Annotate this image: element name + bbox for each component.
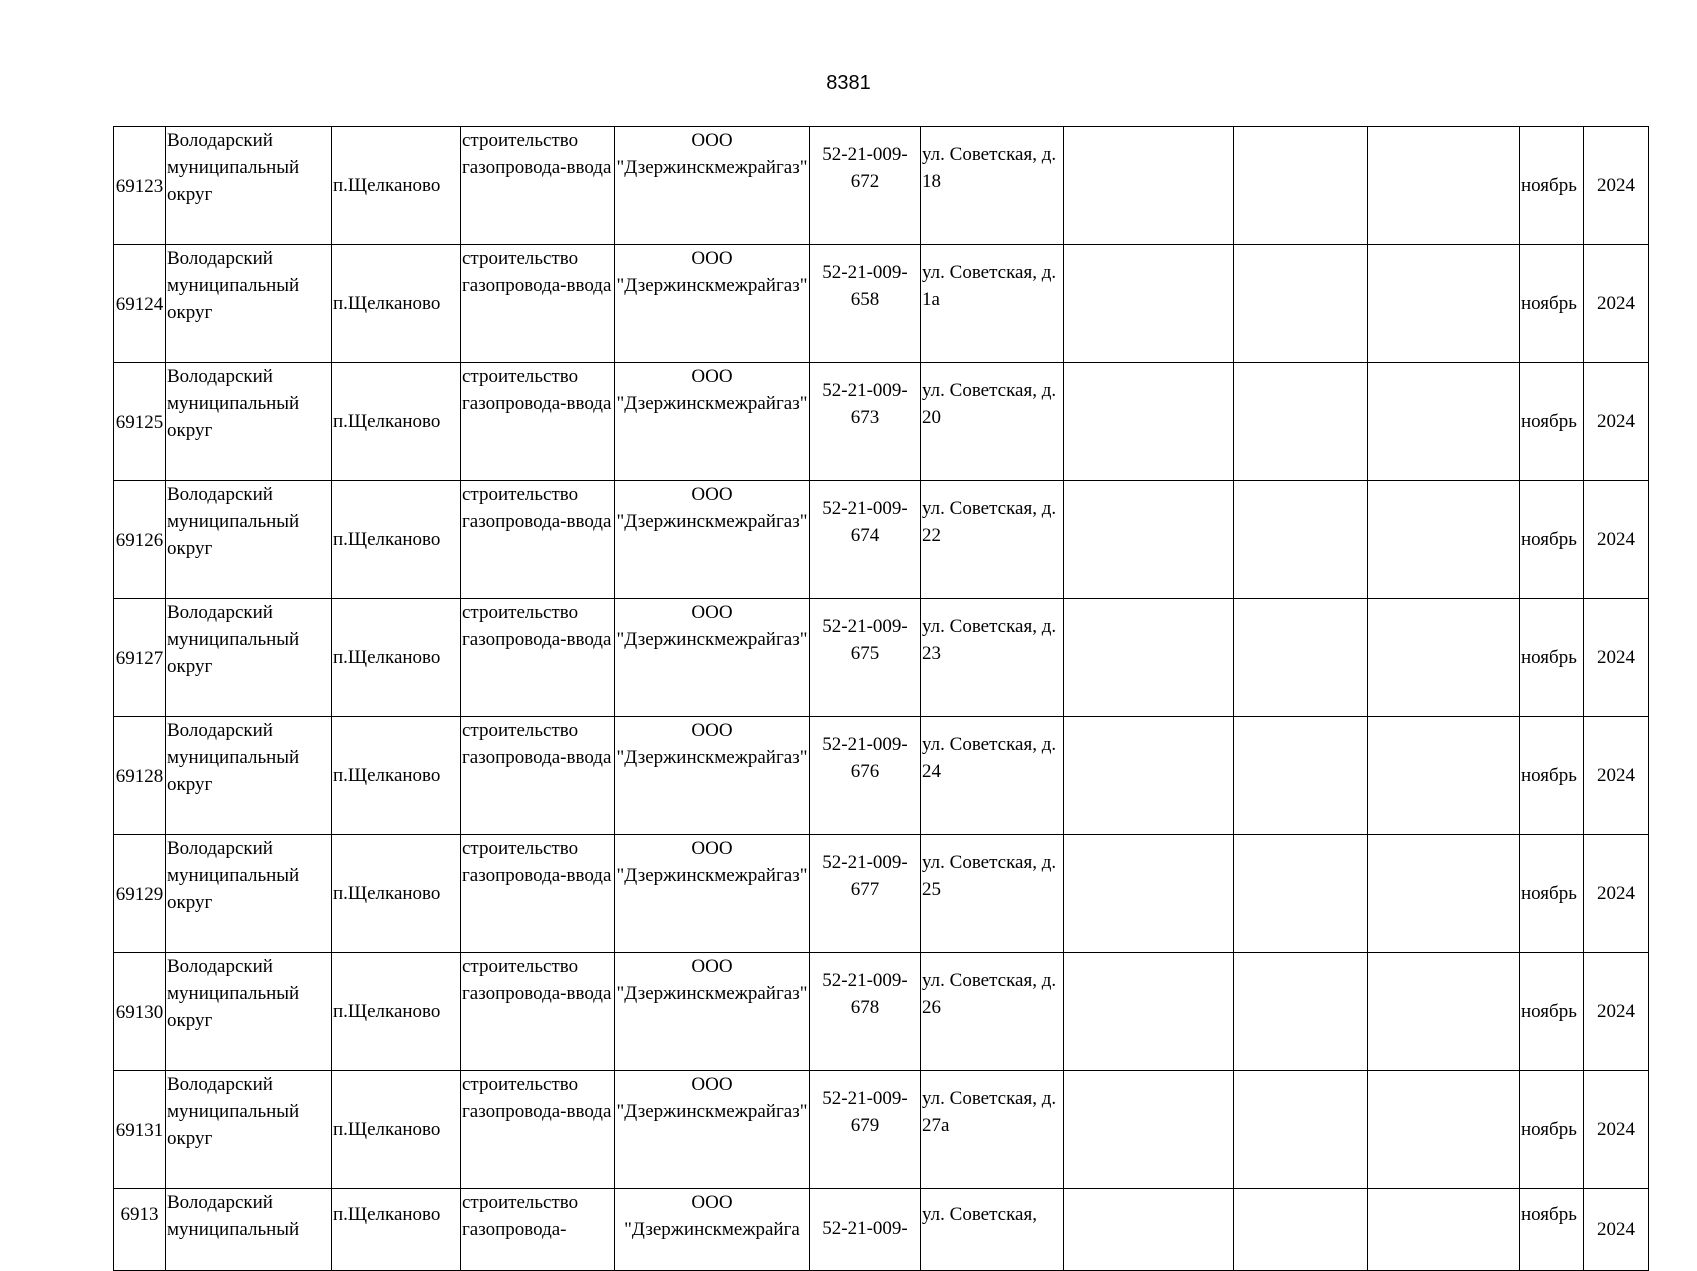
empty-cell: [1234, 835, 1368, 953]
month-cell: ноябрь: [1520, 717, 1584, 835]
empty-cell: [1064, 953, 1234, 1071]
empty-cell: [1064, 599, 1234, 717]
empty-cell: [1064, 127, 1234, 245]
cadastral-number-cell: 52-21-009-: [810, 1189, 921, 1271]
month-cell: ноябрь: [1520, 363, 1584, 481]
work-type-cell: строительство газопровода-ввода: [461, 481, 615, 599]
work-type-cell: строительство газопровода-ввода: [461, 953, 615, 1071]
record-number-cell: 69129: [114, 835, 166, 953]
page-number: 8381: [826, 72, 871, 94]
table-row: [114, 127, 1649, 245]
year-cell: 2024: [1584, 363, 1649, 481]
empty-cell: [1064, 717, 1234, 835]
year-cell: 2024: [1584, 481, 1649, 599]
settlement-cell: п.Щелканово: [332, 717, 461, 835]
settlement-cell: п.Щелканово: [332, 953, 461, 1071]
organization-cell: ООО "Дзержинскмежрайгаз": [615, 481, 810, 599]
record-number-cell: 6913: [114, 1189, 166, 1271]
organization-cell: ООО "Дзержинскмежрайгаз": [615, 953, 810, 1071]
empty-cell: [1234, 953, 1368, 1071]
record-number-cell: 69123: [114, 127, 166, 245]
empty-cell: [1368, 953, 1520, 1071]
record-number-cell: 69125: [114, 363, 166, 481]
settlement-cell: п.Щелканово: [332, 363, 461, 481]
record-number-cell: 69124: [114, 245, 166, 363]
work-type-cell: строительство газопровода-ввода: [461, 717, 615, 835]
work-type-cell: строительство газопровода-ввода: [461, 835, 615, 953]
address-cell: ул. Советская, д. 23: [921, 599, 1064, 717]
cadastral-number-cell: 52-21-009-679: [810, 1071, 921, 1189]
month-cell: ноябрь: [1520, 1189, 1584, 1271]
table-row: [114, 245, 1649, 363]
record-number-cell: 69127: [114, 599, 166, 717]
work-type-cell: строительство газопровода-: [461, 1189, 615, 1271]
settlement-cell: п.Щелканово: [332, 1071, 461, 1189]
table-row: [114, 1071, 1649, 1189]
record-number-cell: 69128: [114, 717, 166, 835]
records-body: [114, 127, 1649, 1271]
address-cell: ул. Советская, д. 24: [921, 717, 1064, 835]
address-cell: ул. Советская, д. 22: [921, 481, 1064, 599]
empty-cell: [1064, 835, 1234, 953]
month-cell: ноябрь: [1520, 953, 1584, 1071]
empty-cell: [1064, 1071, 1234, 1189]
empty-cell: [1234, 717, 1368, 835]
year-cell: 2024: [1584, 1071, 1649, 1189]
district-cell: Володарский муниципальный округ: [166, 717, 332, 835]
empty-cell: [1368, 835, 1520, 953]
district-cell: Володарский муниципальный округ: [166, 599, 332, 717]
district-cell: Володарский муниципальный округ: [166, 1071, 332, 1189]
district-cell: Володарский муниципальный округ: [166, 481, 332, 599]
settlement-cell: п.Щелканово: [332, 599, 461, 717]
district-cell: Володарский муниципальный округ: [166, 835, 332, 953]
settlement-cell: п.Щелканово: [332, 127, 461, 245]
month-cell: ноябрь: [1520, 1071, 1584, 1189]
organization-cell: ООО "Дзержинскмежрайгаз": [615, 245, 810, 363]
empty-cell: [1368, 363, 1520, 481]
address-cell: ул. Советская, д. 26: [921, 953, 1064, 1071]
table-row: [114, 835, 1649, 953]
empty-cell: [1368, 481, 1520, 599]
year-cell: 2024: [1584, 717, 1649, 835]
district-cell: Володарский муниципальный округ: [166, 953, 332, 1071]
cadastral-number-cell: 52-21-009-678: [810, 953, 921, 1071]
district-cell: Володарский муниципальный округ: [166, 245, 332, 363]
table-row: [114, 717, 1649, 835]
organization-cell: ООО "Дзержинскмежрайгаз": [615, 599, 810, 717]
records-table: [113, 126, 1649, 1271]
district-cell: Володарский муниципальный: [166, 1189, 332, 1271]
organization-cell: ООО "Дзержинскмежрайга: [615, 1189, 810, 1271]
empty-cell: [1064, 363, 1234, 481]
settlement-cell: п.Щелканово: [332, 835, 461, 953]
table-row: [114, 953, 1649, 1071]
year-cell: 2024: [1584, 599, 1649, 717]
organization-cell: ООО "Дзержинскмежрайгаз": [615, 127, 810, 245]
work-type-cell: строительство газопровода-ввода: [461, 127, 615, 245]
empty-cell: [1368, 717, 1520, 835]
record-number-cell: 69130: [114, 953, 166, 1071]
empty-cell: [1234, 599, 1368, 717]
month-cell: ноябрь: [1520, 245, 1584, 363]
year-cell: 2024: [1584, 245, 1649, 363]
empty-cell: [1368, 599, 1520, 717]
organization-cell: ООО "Дзержинскмежрайгаз": [615, 835, 810, 953]
settlement-cell: п.Щелканово: [332, 245, 461, 363]
empty-cell: [1064, 245, 1234, 363]
month-cell: ноябрь: [1520, 599, 1584, 717]
empty-cell: [1234, 363, 1368, 481]
empty-cell: [1234, 127, 1368, 245]
empty-cell: [1368, 1189, 1520, 1271]
district-cell: Володарский муниципальный округ: [166, 127, 332, 245]
address-cell: ул. Советская, д. 27а: [921, 1071, 1064, 1189]
empty-cell: [1064, 481, 1234, 599]
work-type-cell: строительство газопровода-ввода: [461, 599, 615, 717]
empty-cell: [1368, 1071, 1520, 1189]
settlement-cell: п.Щелканово: [332, 481, 461, 599]
record-number-cell: 69126: [114, 481, 166, 599]
address-cell: ул. Советская,: [921, 1189, 1064, 1271]
year-cell: 2024: [1584, 953, 1649, 1071]
cadastral-number-cell: 52-21-009-673: [810, 363, 921, 481]
work-type-cell: строительство газопровода-ввода: [461, 245, 615, 363]
cadastral-number-cell: 52-21-009-675: [810, 599, 921, 717]
settlement-cell: п.Щелканово: [332, 1189, 461, 1271]
cadastral-number-cell: 52-21-009-677: [810, 835, 921, 953]
address-cell: ул. Советская, д. 20: [921, 363, 1064, 481]
table-row: [114, 363, 1649, 481]
cadastral-number-cell: 52-21-009-676: [810, 717, 921, 835]
work-type-cell: строительство газопровода-ввода: [461, 363, 615, 481]
month-cell: ноябрь: [1520, 127, 1584, 245]
address-cell: ул. Советская, д. 18: [921, 127, 1064, 245]
empty-cell: [1234, 1189, 1368, 1271]
empty-cell: [1234, 481, 1368, 599]
work-type-cell: строительство газопровода-ввода: [461, 1071, 615, 1189]
empty-cell: [1368, 127, 1520, 245]
address-cell: ул. Советская, д. 1а: [921, 245, 1064, 363]
organization-cell: ООО "Дзержинскмежрайгаз": [615, 363, 810, 481]
table-row: [114, 481, 1649, 599]
year-cell: 2024: [1584, 1189, 1649, 1271]
table-row: [114, 599, 1649, 717]
year-cell: 2024: [1584, 835, 1649, 953]
month-cell: ноябрь: [1520, 835, 1584, 953]
cadastral-number-cell: 52-21-009-672: [810, 127, 921, 245]
cadastral-number-cell: 52-21-009-674: [810, 481, 921, 599]
organization-cell: ООО "Дзержинскмежрайгаз": [615, 1071, 810, 1189]
district-cell: Володарский муниципальный округ: [166, 363, 332, 481]
empty-cell: [1234, 1071, 1368, 1189]
empty-cell: [1064, 1189, 1234, 1271]
table-row: [114, 1189, 1649, 1271]
year-cell: 2024: [1584, 127, 1649, 245]
empty-cell: [1368, 245, 1520, 363]
cadastral-number-cell: 52-21-009-658: [810, 245, 921, 363]
organization-cell: ООО "Дзержинскмежрайгаз": [615, 717, 810, 835]
month-cell: ноябрь: [1520, 481, 1584, 599]
address-cell: ул. Советская, д. 25: [921, 835, 1064, 953]
empty-cell: [1234, 245, 1368, 363]
record-number-cell: 69131: [114, 1071, 166, 1189]
